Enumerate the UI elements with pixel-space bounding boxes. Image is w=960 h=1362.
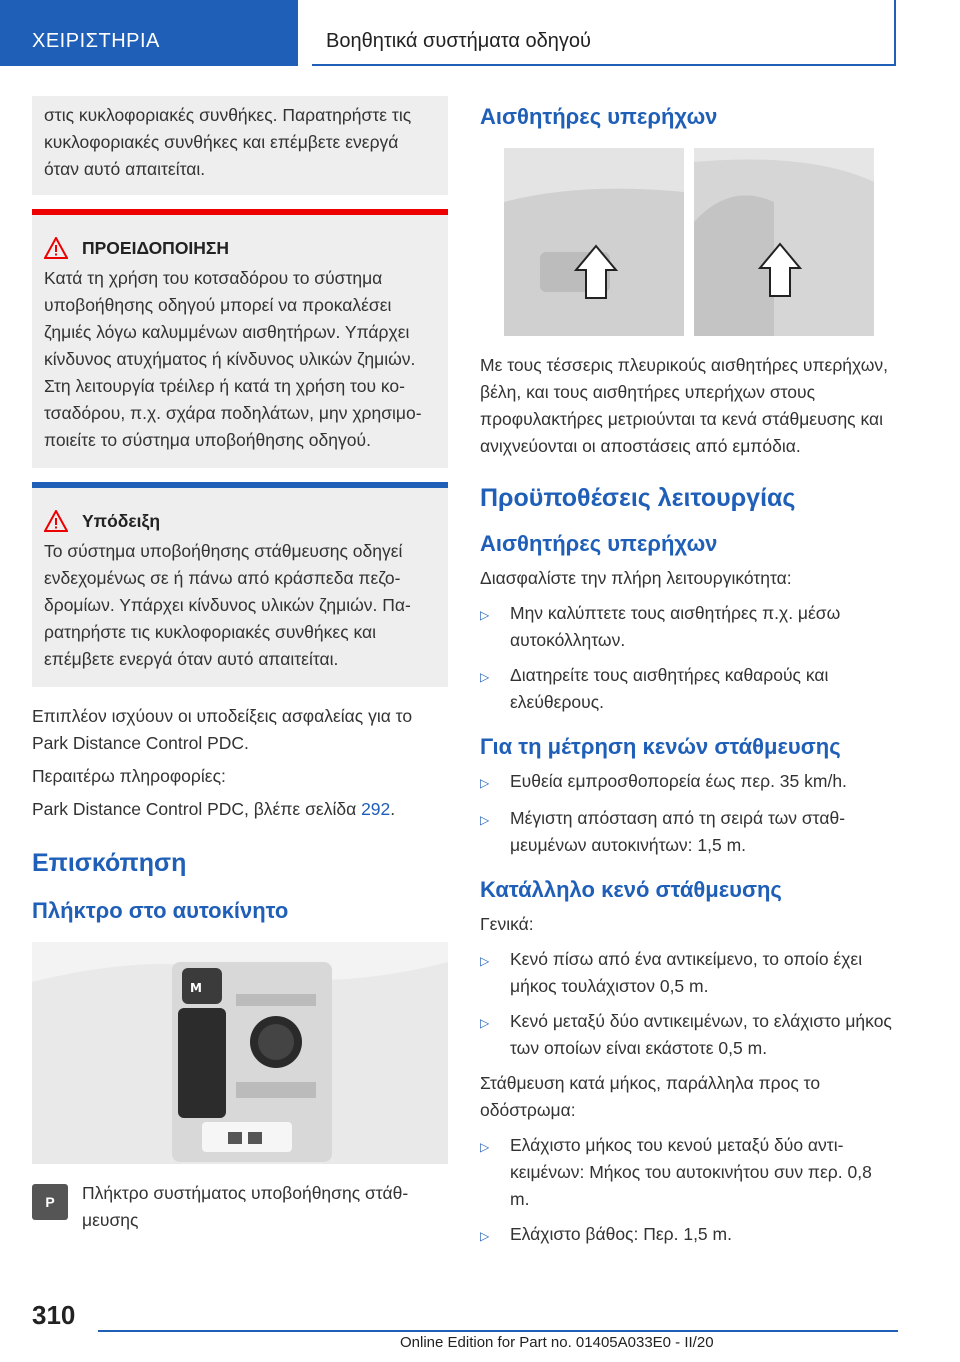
list-item xyxy=(480,662,896,716)
note-triangle-icon xyxy=(44,510,68,532)
sensor-bullets xyxy=(480,600,896,716)
list-item xyxy=(480,768,896,797)
bullet-text: Κενό πίσω από ένα αντικείμενο, το οποίο έχει μήκος τουλάχιστον 0,5 m. xyxy=(510,949,863,996)
right-column xyxy=(480,96,896,1258)
list-item xyxy=(480,1008,896,1062)
warning-triangle-icon xyxy=(44,237,68,259)
note-text: Το σύστημα υποβοήθησης στάθμευσης οδηγεί ενδεχομένως σε ή πάνω από κράσπεδα πεζοδρομίων. Υπάρχει κίνδυνος υλικών ζημιών. Παρατηρήστε τις κυκλοφοριακές συνθήκες και επέμβετε ενεργά όταν αυτό απαιτείται. xyxy=(44,541,411,669)
bullet-text: Ελάχιστο μήκος του κενού μεταξύ δύο αντικειμένων: Μήκος του αυτοκινήτου συν περ. 0,8 m. xyxy=(510,1135,872,1209)
warning-box xyxy=(32,209,448,468)
warning-text: Κατά τη χρήση του κοτσαδόρου το σύστημα υποβοήθησης οδηγού μπορεί να προκαλέσει ζημιές λόγω καλυμμένων αισθητήρων. Υπάρχει κίνδυνος ατυχήματος ή κίνδυνος υλικών ζημιών. Στη λειτουργία τρέιλερ ή κατά τη χρήση του κοτσαδόρου, π.χ. σχάρα ποδηλάτων, μην χρησιμοποιείτε το σύστημα υποβοήθησης οδηγού. xyxy=(44,268,422,450)
sensors-sub-heading: Αισθητήρες υπερήχων xyxy=(480,531,718,556)
prereq-heading: Προϋποθέσεις λειτουργίας xyxy=(480,484,796,512)
space-heading: Κατάλληλο κενό στάθμευσης xyxy=(480,877,782,902)
bullet-text: Μην καλύπτετε τους αισθητήρες π.χ. μέσω αυτοκόλλητων. xyxy=(510,603,841,650)
bullet-text: Ελάχιστο βάθος: Περ. 1,5 m. xyxy=(510,1224,732,1244)
list-item xyxy=(480,946,896,1000)
bullet-text: Διατηρείτε τους αισθητήρες καθαρούς και ελεύθερους. xyxy=(510,665,829,712)
console-image xyxy=(32,942,448,1164)
bullet-text: Μέγιστη απόσταση από τη σειρά των σταθμευμένων αυτοκινήτων: 1,5 m. xyxy=(510,808,846,855)
intro-box: στις κυκλοφοριακές συνθήκες. Παρατηρήστε τις κυκλοφοριακές συνθήκες και επέμβετε ενεργά όταν αυτό απαιτείται. xyxy=(32,96,448,195)
footer-divider xyxy=(98,1330,898,1332)
bullet-triangle-icon: ▷ xyxy=(480,776,490,790)
list-item xyxy=(480,1132,896,1213)
pdc-reference-para xyxy=(32,796,448,823)
page-number: 310 xyxy=(32,1300,76,1330)
list-item xyxy=(480,600,896,654)
image-caption xyxy=(32,1180,448,1234)
page-header xyxy=(0,0,960,66)
list-item xyxy=(480,1221,896,1250)
note-box xyxy=(32,482,448,687)
pdc-safety-para: Επιπλέον ισχύουν οι υποδείξεις ασφαλείας για το Park Distance Control PDC. xyxy=(32,706,413,753)
ensure-text: Διασφαλίστε την πλήρη λειτουργικότητα: xyxy=(480,568,792,588)
left-column xyxy=(32,96,448,1234)
sensors-image xyxy=(480,142,896,338)
warning-title xyxy=(44,237,436,259)
bullet-triangle-icon: ▷ xyxy=(480,608,490,622)
bullet-triangle-icon: ▷ xyxy=(480,1229,490,1243)
further-info-para: Περαιτέρω πληροφορίες: xyxy=(32,766,226,786)
parking-assistant-icon: P xyxy=(32,1184,68,1220)
measure-heading: Για τη μέτρηση κενών στάθμευσης xyxy=(480,734,841,759)
page-link[interactable]: 292 xyxy=(361,799,391,819)
bullet-triangle-icon: ▷ xyxy=(480,1016,490,1030)
note-title xyxy=(44,510,436,532)
pdc-reference-text: Park Distance Control PDC, βλέπε σελίδα xyxy=(32,799,362,819)
bullet-triangle-icon: ▷ xyxy=(480,670,490,684)
console-illustration xyxy=(32,942,448,1164)
warning-title-text: ΠΡΟΕΙΔΟΠΟΙΗΣΗ xyxy=(82,237,230,258)
caption-text: Πλήκτρο συστήματος υποβοήθησης στάθμευσης xyxy=(82,1183,409,1230)
overview-heading: Επισκόπηση xyxy=(32,849,187,877)
parallel-text: Στάθμευση κατά μήκος, παράλληλα προς το οδόστρωμα: xyxy=(480,1073,821,1120)
bullet-triangle-icon: ▷ xyxy=(480,954,490,968)
chapter-title: Βοηθητικά συστήματα οδηγού xyxy=(312,0,896,66)
sensors-illustration xyxy=(480,142,896,338)
bullet-text: Ευθεία εμπροσθοπορεία έως περ. 35 km/h. xyxy=(510,771,847,791)
section-tab[interactable]: ΧΕΙΡΙΣΤΗΡΙΑ xyxy=(0,0,298,66)
list-item xyxy=(480,805,896,859)
space-bullets xyxy=(480,946,896,1062)
pdc-reference-end: . xyxy=(390,799,396,819)
general-label: Γενικά: xyxy=(480,914,534,934)
bullet-triangle-icon: ▷ xyxy=(480,813,490,827)
sensors-text: Με τους τέσσερις πλευρικούς αισθητήρες υπερήχων, βέλη, και τους αισθητήρες υπερήχων στους προφυλακτήρες μετριούνται τα κενά στάθμευσης και ανιχνεύονται οι αποστάσεις από εμπόδια. xyxy=(480,355,889,456)
svg-text:M: M xyxy=(190,981,202,995)
sensors-heading: Αισθητήρες υπερήχων xyxy=(480,104,718,129)
edition-text: Online Edition for Part no. 01405A033E0 - II/20 xyxy=(400,1334,714,1351)
parallel-bullets xyxy=(480,1132,896,1250)
note-title-text: Υπόδειξη xyxy=(82,510,161,531)
bullet-text: Κενό μεταξύ δύο αντικειμένων, το ελάχιστο μήκος των οποίων είναι εκάστοτε 0,5 m. xyxy=(510,1011,892,1058)
button-heading: Πλήκτρο στο αυτοκίνητο xyxy=(32,898,289,923)
bullet-triangle-icon: ▷ xyxy=(480,1140,490,1154)
measure-bullets xyxy=(480,768,896,859)
